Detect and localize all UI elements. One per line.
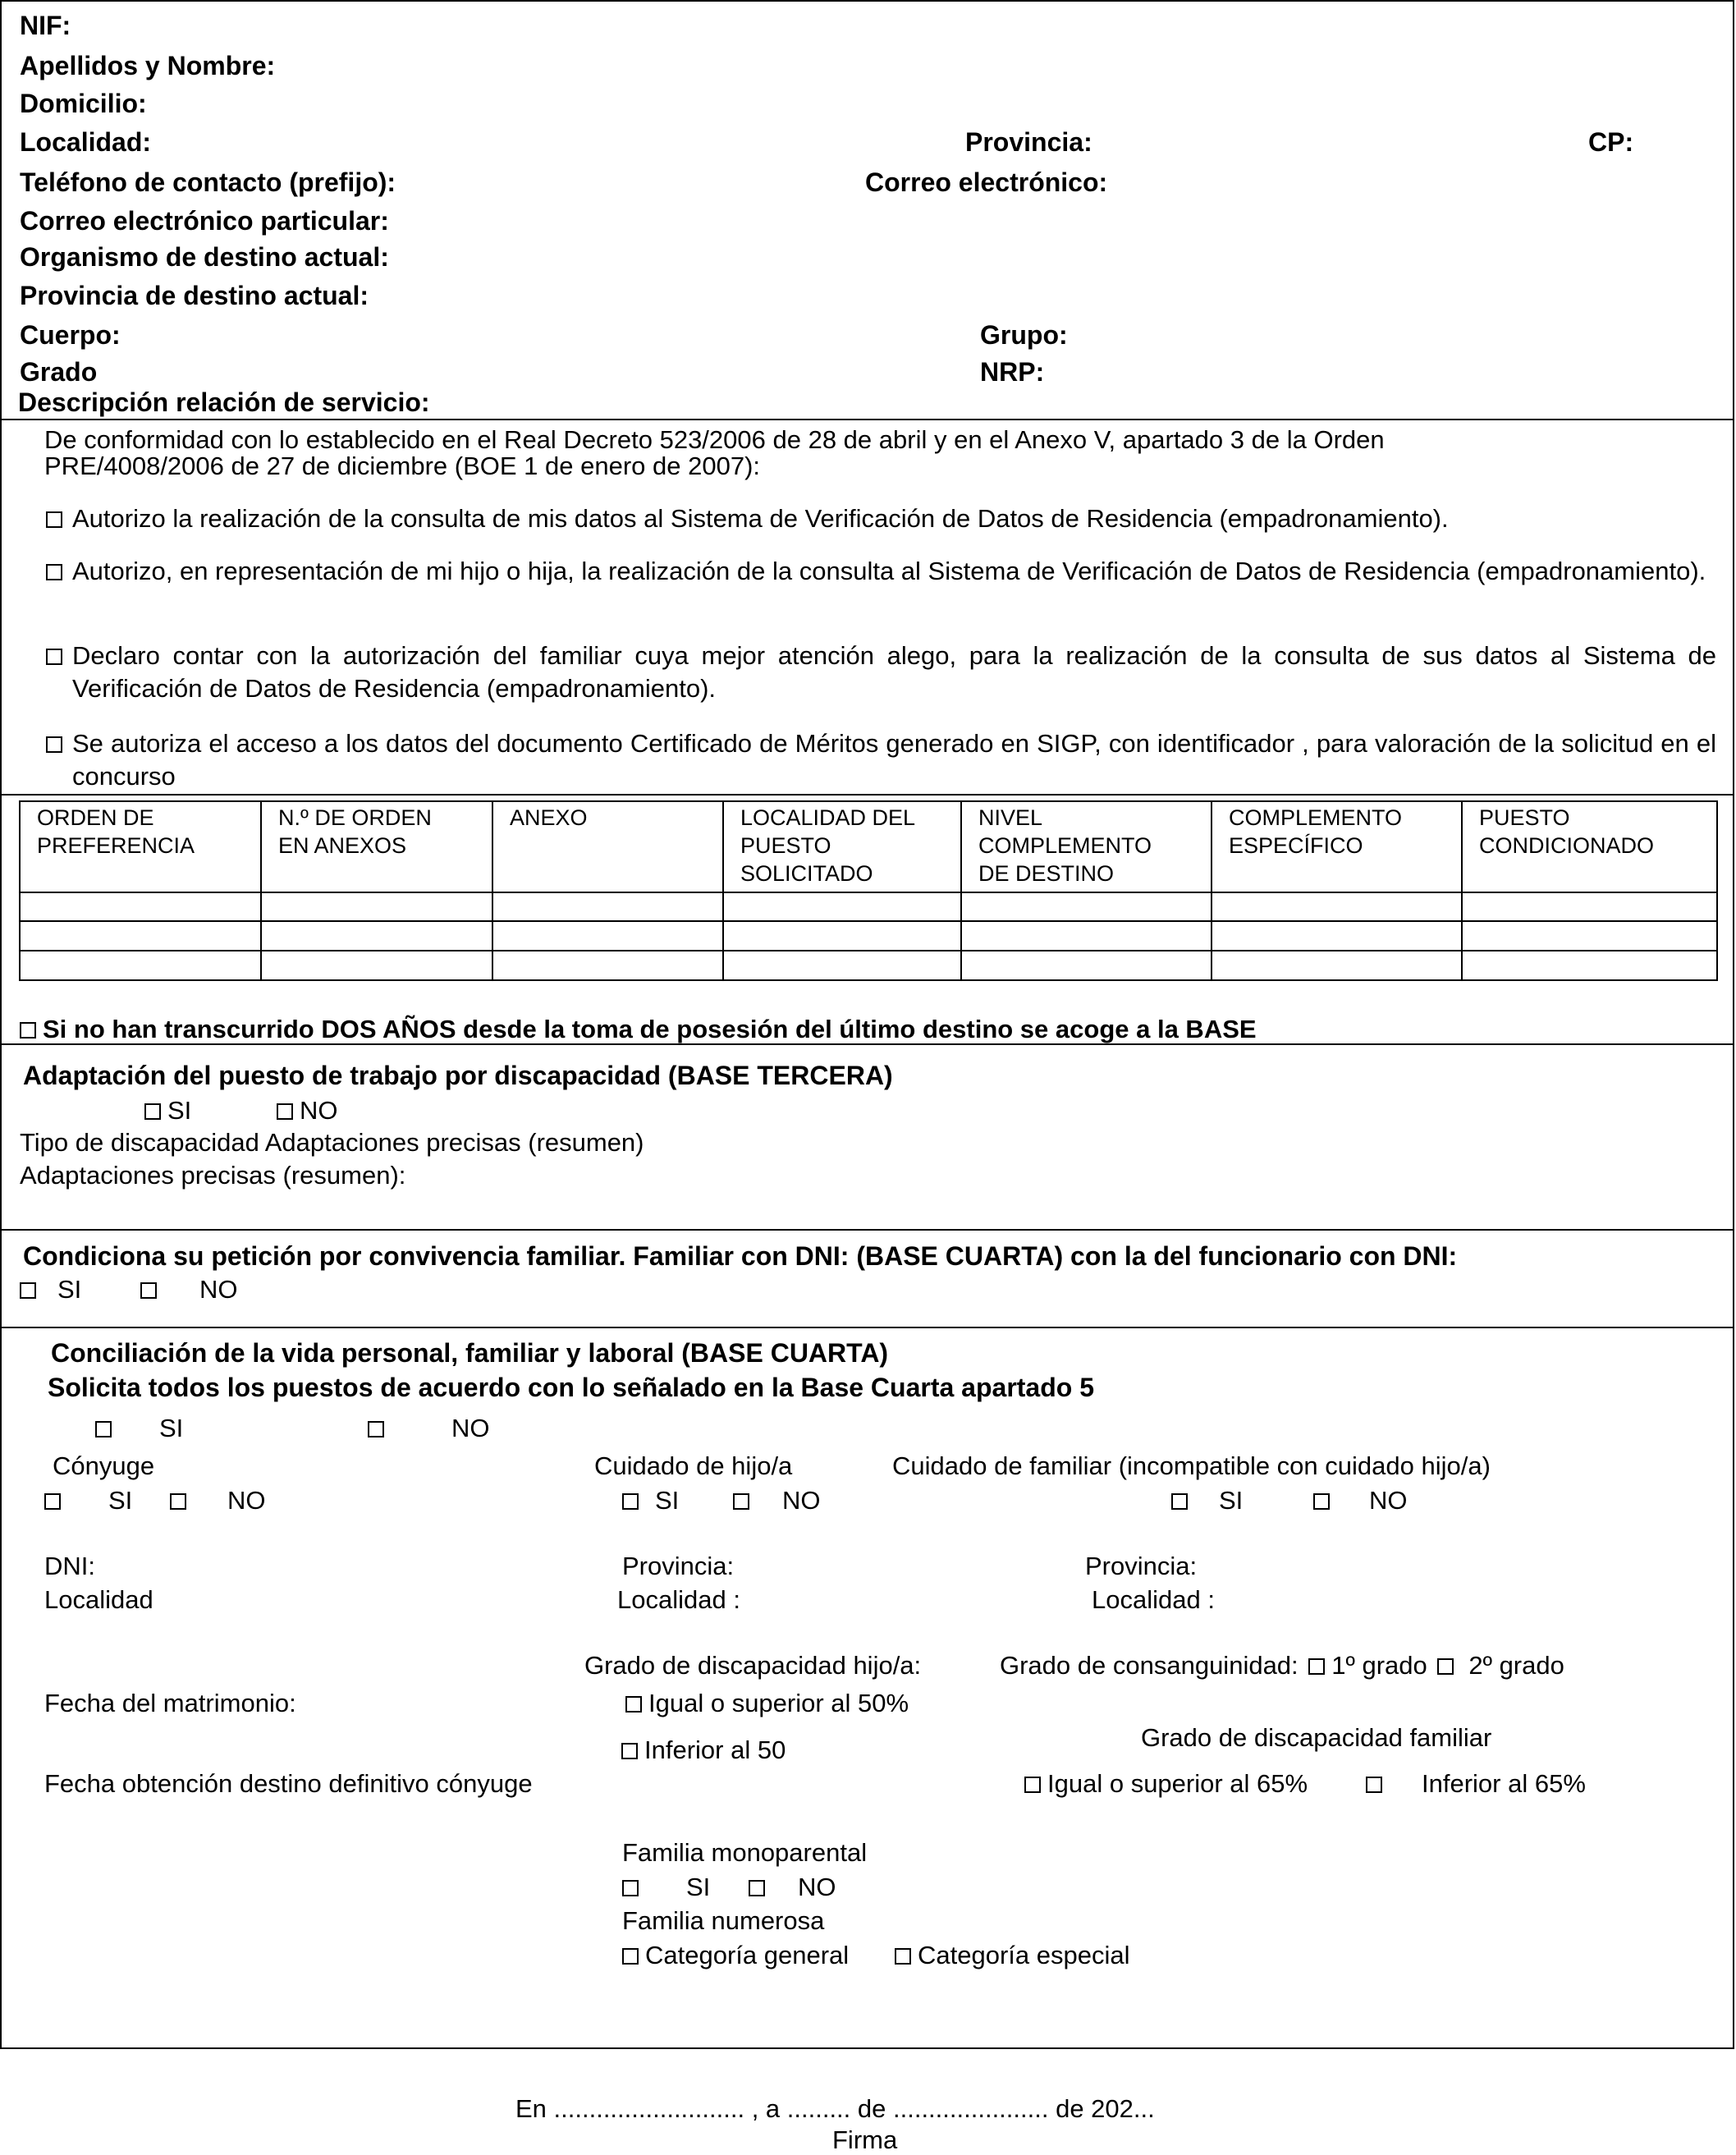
conyuge-no-option[interactable]: NO [170,1486,266,1515]
grado-consanguinidad-row: Grado de consanguinidad: 1º grado 2º grado [1000,1651,1564,1680]
table-row[interactable] [20,892,1717,922]
conyuge-label: Cónyuge [53,1451,155,1480]
checkbox-icon[interactable] [44,1493,61,1510]
checkbox-icon[interactable] [1308,1658,1325,1675]
grupo-label: Grupo: [980,320,1068,350]
consent-intro: De conformidad con lo establecido en el Real Decreto 523/2006 de 28 de abril y en el Anexo V, apartado 3 de la Orden PRE/4008/2006 de 27 de diciembre (BOE 1 de enero de 2007): [44,425,1385,480]
condiciona-no-option[interactable]: NO [140,1275,238,1304]
adaptaciones-label: Adaptaciones precisas (resumen): [20,1161,406,1190]
hijo-no-option[interactable]: NO [733,1486,821,1515]
checkbox-icon[interactable] [95,1421,112,1437]
conciliacion-no-option[interactable]: NO [368,1414,490,1443]
familiar-igual-65-option[interactable]: Igual o superior al 65% [1024,1769,1308,1799]
checkbox-icon[interactable] [1313,1493,1330,1510]
column-header-orden-preferencia: ORDEN DE PREFERENCIA [20,801,261,892]
checkbox-icon[interactable] [733,1493,749,1510]
checkbox-icon[interactable] [140,1282,157,1299]
condiciona-title: Condiciona su petición por convivencia familiar. Familiar con DNI: (BASE CUARTA) con la del funcionario con DNI: [23,1241,1458,1271]
table-row[interactable] [20,951,1717,980]
checkbox-icon[interactable] [625,1696,642,1713]
checkbox-icon[interactable] [621,1743,638,1759]
checkbox-icon[interactable] [1171,1493,1188,1510]
checkbox-icon[interactable] [46,736,62,753]
checkbox-icon[interactable] [622,1493,639,1510]
fecha-matrimonio-label: Fecha del matrimonio: [44,1689,296,1717]
checkbox-icon[interactable] [749,1880,765,1896]
requested-posts-table [19,800,1718,981]
checkbox-icon[interactable] [46,564,62,580]
grado-discapacidad-hijo-label: Grado de discapacidad hijo/a: [584,1651,922,1680]
grado-label: Grado [20,357,98,387]
descripcion-label: Descripción relación de servicio: [18,387,430,417]
consent-item-1[interactable]: Autorizo la realización de la consulta de mis datos al Sistema de Verificación de Datos de Residencia (empadronamiento). [46,502,1716,535]
familiar-provincia-label: Provincia: [1085,1552,1198,1580]
checkbox-icon[interactable] [1437,1658,1454,1675]
checkbox-icon[interactable] [144,1103,161,1120]
correo-label: Correo electrónico: [865,167,1108,197]
checkbox-icon[interactable] [20,1282,36,1299]
localidad-label: Localidad: [20,127,152,157]
checkbox-icon[interactable] [622,1880,639,1896]
familiar-no-option[interactable]: NO [1313,1486,1408,1515]
conciliacion-title: Conciliación de la vida personal, familiar y laboral (BASE CUARTA) [51,1338,889,1368]
domicilio-label: Domicilio: [20,89,147,118]
checkbox-icon[interactable] [170,1493,186,1510]
fecha-destino-conyuge-label: Fecha obtención destino definitivo cónyuge [44,1769,533,1798]
correo-particular-label: Correo electrónico particular: [20,206,389,236]
monoparental-no-option[interactable]: NO [749,1873,836,1902]
familiar-si-option[interactable]: SI [1171,1486,1243,1515]
condiciona-si-option[interactable]: SI [20,1275,81,1304]
hijo-igual-50-option[interactable]: Igual o superior al 50% [625,1689,909,1718]
checkbox-icon[interactable] [20,1022,36,1039]
conyuge-dni-label: DNI: [44,1552,95,1580]
nif-label: NIF: [20,11,71,40]
monoparental-si-option[interactable]: SI [622,1873,710,1902]
adaptacion-no-option[interactable]: NO [277,1096,338,1126]
monoparental-label: Familia monoparental [622,1838,868,1867]
consent-item-2[interactable]: Autorizo, en representación de mi hijo o hija, la realización de la consulta al Sistema de Verificación de Datos de Residencia (empadronamiento). [46,555,1716,588]
conciliation-section [0,1327,1734,2049]
adaptacion-title: Adaptación del puesto de trabajo por discapacidad (BASE TERCERA) [23,1061,893,1090]
dos-anos-option[interactable]: Si no han transcurrido DOS AÑOS desde la toma de posesión del último destino se acoge a la BASE [20,1015,1257,1044]
apellidos-label: Apellidos y Nombre: [20,51,276,80]
conciliacion-subtitle: Solicita todos los puestos de acuerdo con lo señalado en la Base Cuarta apartado 5 [48,1373,1094,1402]
grado-discapacidad-familiar-label: Grado de discapacidad familiar [1141,1723,1492,1752]
checkbox-icon[interactable] [622,1948,639,1965]
checkbox-icon[interactable] [277,1103,293,1120]
firma-label: Firma [832,2125,898,2154]
checkbox-icon[interactable] [46,649,62,665]
checkbox-icon[interactable] [368,1421,384,1437]
conyuge-si-option[interactable]: SI [44,1486,132,1515]
table-header-row [20,801,1717,892]
tipo-discapacidad-label: Tipo de discapacidad Adaptaciones precisas (resumen) [20,1128,644,1157]
column-header-localidad: LOCALIDAD DEL PUESTO SOLICITADO [723,801,961,892]
column-header-numero-orden: N.º DE ORDEN EN ANEXOS [261,801,492,892]
provincia-destino-label: Provincia de destino actual: [20,281,369,310]
grado-consanguinidad-label: Grado de consanguinidad: [1000,1651,1299,1680]
checkbox-icon[interactable] [1024,1777,1041,1793]
familiar-inferior-65-option[interactable]: Inferior al 65% [1366,1769,1586,1799]
hijo-localidad-label: Localidad : [617,1585,740,1614]
checkbox-icon[interactable] [1366,1777,1382,1793]
hijo-si-option[interactable]: SI [622,1486,679,1515]
column-header-complemento: COMPLEMENTO ESPECÍFICO [1212,801,1462,892]
conciliacion-si-option[interactable]: SI [95,1414,183,1443]
column-header-nivel: NIVEL COMPLEMENTO DE DESTINO [961,801,1212,892]
cuidado-familiar-label: Cuidado de familiar (incompatible con cuidado hijo/a) [892,1451,1491,1480]
column-header-puesto-condicionado: PUESTO CONDICIONADO [1462,801,1717,892]
categoria-general-option[interactable]: Categoría general [622,1941,849,1970]
cuidado-hijo-label: Cuidado de hijo/a [594,1451,793,1480]
hijo-inferior-50-option[interactable]: Inferior al 50 [621,1735,786,1765]
nrp-label: NRP: [980,357,1045,387]
checkbox-icon[interactable] [46,511,62,528]
familiar-localidad-label: Localidad : [1092,1585,1215,1614]
lugar-fecha-line[interactable]: En ........................... , a ......... de ...................... de 202... [515,2094,1155,2123]
categoria-especial-option[interactable]: Categoría especial [895,1941,1130,1970]
organismo-label: Organismo de destino actual: [20,242,389,272]
conyuge-localidad-label: Localidad [44,1585,153,1614]
cp-label: CP: [1588,127,1634,157]
numerosa-label: Familia numerosa [622,1906,825,1935]
hijo-provincia-label: Provincia: [622,1552,735,1580]
provincia-label: Provincia: [965,127,1092,157]
consent-item-4[interactable]: Se autoriza el acceso a los datos del documento Certificado de Méritos generado en SIGP, con identificador , para valoración de la solicitud en el concurso [46,727,1716,793]
consent-item-3[interactable]: Declaro contar con la autorización del familiar cuya mejor atención alego, para la realización de la consulta de sus datos al Sistema de Verificación de Datos de Residencia (empadronamiento). [46,640,1716,705]
adaptacion-si-option[interactable]: SI [144,1096,191,1126]
cuerpo-label: Cuerpo: [20,320,121,350]
table-row[interactable] [20,921,1717,951]
telefono-label: Teléfono de contacto (prefijo): [20,167,396,197]
column-header-anexo: ANEXO [492,801,723,892]
checkbox-icon[interactable] [895,1948,911,1965]
